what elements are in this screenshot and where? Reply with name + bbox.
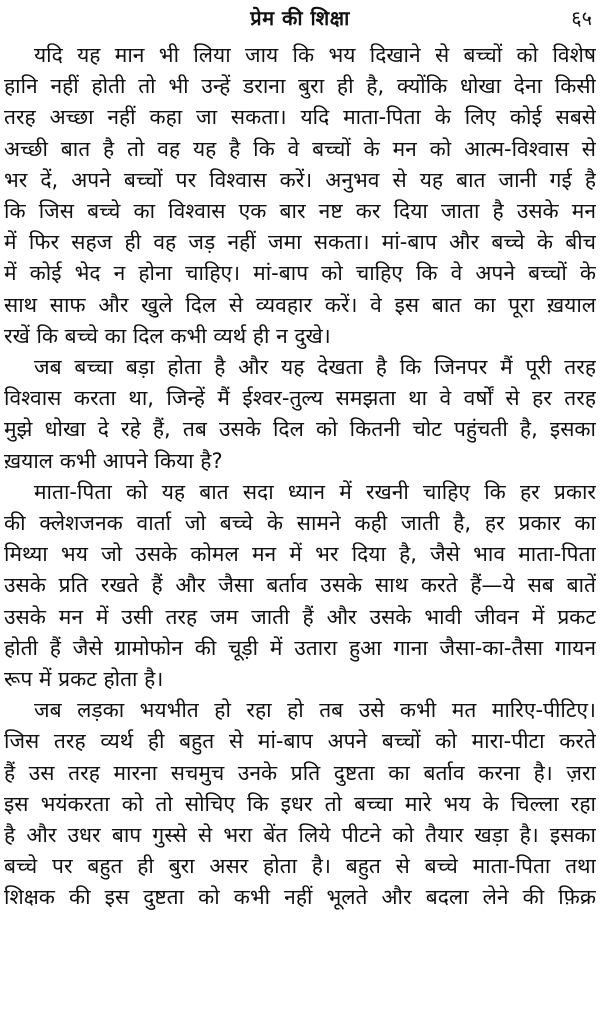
text-line: मिथ्या भय जो उसके कोमल मन में भर दिया है, जैसे भाव माता-पिता: [4, 542, 596, 567]
paragraph-1: [4, 40, 596, 352]
text-line: में फिर सहज ही वह जड़ नहीं जमा सकता। मां-बाप और बच्चे के बीच: [4, 230, 596, 255]
text-line: हैं उस तरह मारना सचमुच उनके प्रति दुष्टता का बर्ताव करना है। ज़रा: [4, 760, 596, 785]
text-line: मुझे धोखा दे रहे हैं, तब उसके दिल को कितनी चोट पहुंचती है, इसका: [4, 417, 596, 442]
text-line: की क्लेशजनक वार्ता जो बच्चे के सामने कही जाती है, हर प्रकार का: [4, 511, 596, 536]
text-line: यदि यह मान भी लिया जाय कि भय दिखाने से बच्चों को विशेष: [34, 43, 596, 67]
text-line: जब बच्चा बड़ा होता है और यह देखता है कि जिनपर मैं पूरी तरह: [34, 355, 596, 380]
text-line: रूप में प्रकट होता है।: [4, 667, 164, 692]
text-line: में कोई भेद न होना चाहिए। मां-बाप को चाहिए कि वे अपने बच्चों के: [4, 261, 596, 286]
text-line: साथ साफ और खुले दिल से व्यवहार करें। वे इस बात का पूरा ख़याल: [4, 292, 596, 317]
text-line: कि जिस बच्चे का विश्वास एक बार नष्ट कर दिया जाता है उसके मन: [4, 199, 596, 224]
text-line: ख़याल कभी आपने किया है?: [4, 448, 223, 473]
text-line: होती हैं जैसे ग्रामोफोन की चूड़ी में उतारा हुआ गाना जैसा-का-तैसा गायन: [4, 635, 596, 660]
text-line: जिस तरह व्यर्थ ही बहुत से मां-बाप अपने बच्चों को मारा-पीटा करते: [4, 729, 596, 754]
text-line: बच्चे पर बहुत ही बुरा असर होता है। बहुत से बच्चे माता-पिता तथा: [4, 854, 596, 879]
text-line: उसके प्रति रखते हैं और जैसा बर्ताव उसके साथ करते हैं—ये सब बातें: [4, 573, 596, 598]
body-text: [4, 40, 596, 914]
text-line: है और उधर बाप गुस्से से भरा बेंत लिये पीटने को तैयार खड़ा है। इसका: [4, 823, 596, 848]
paragraph-2: [4, 352, 596, 477]
text-line: माता-पिता को यह बात सदा ध्यान में रखनी चाहिए कि हर प्रकार: [34, 479, 596, 504]
text-line: रखें कि बच्चे का दिल कभी व्यर्थ ही न दुखे।: [4, 323, 331, 348]
running-title: प्रेम की शिक्षा: [250, 6, 350, 30]
paragraph-3: [4, 477, 596, 695]
paragraph-4: [4, 695, 596, 913]
text-line: इस भयंकरता को तो सोचिए कि इधर तो बच्चा मारे भय के चिल्ला रहा: [4, 791, 596, 816]
text-line: अच्छी बात है तो वह यह है कि वे बच्चों के मन को आत्म-विश्वास से: [4, 136, 596, 161]
text-line: विश्वास करता था, जिन्हें मैं ईश्वर-तुल्य समझता था वे वर्षों से हर तरह: [4, 386, 596, 411]
page-number: ६५: [571, 6, 592, 30]
text-line: तरह अच्छा नहीं कहा जा सकता। यदि माता-पिता के लिए कोई सबसे: [4, 105, 596, 130]
text-line: शिक्षक की इस दुष्टता को कभी नहीं भूलते और बदला लेने की फ़िक्र: [4, 885, 596, 910]
text-line: हानि नहीं होती तो भी उन्हें डराना बुरा ही है, क्योंकि धोखा देना किसी: [4, 74, 596, 99]
text-line: उसके मन में उसी तरह जम जाती हैं और उसके भावी जीवन में प्रकट: [4, 604, 596, 629]
text-line: जब लड़का भयभीत हो रहा हो तब उसे कभी मत मारिए-पीटिए।: [34, 698, 596, 723]
text-line: भर दें, अपने बच्चों पर विश्वास करें। अनुभव से यह बात जानी गई है: [4, 167, 596, 192]
